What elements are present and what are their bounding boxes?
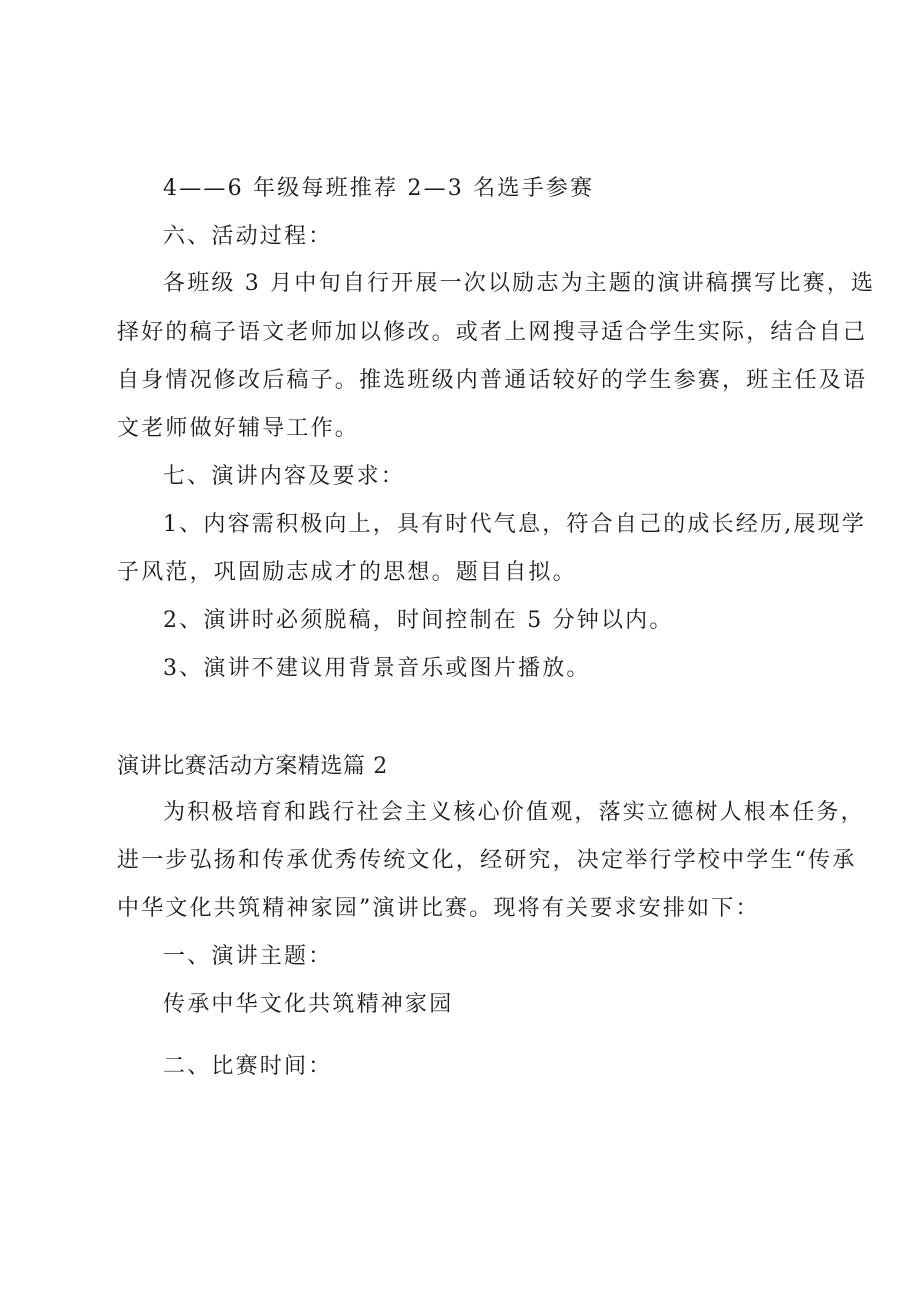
paragraph-line: 中华文化共筑精神家园”演讲比赛。现将有关要求安排如下：: [117, 896, 760, 921]
paragraph-line: 各班级 3 月中旬自行开展一次以励志为主题的演讲稿撰写比赛，选: [163, 271, 876, 296]
list-item-2: 2、演讲时必须脱稿，时间控制在 5 分钟以内。: [163, 608, 674, 633]
paragraph-line: 进一步弘扬和传承优秀传统文化，经研究，决定举行学校中学生“传承: [117, 848, 857, 873]
section-heading-requirements: 七、演讲内容及要求：: [163, 464, 406, 489]
list-item-1-continued: 子风范，巩固励志成才的思想。题目自拟。: [117, 560, 577, 585]
list-item-1: 1、内容需积极向上，具有时代气息，符合自己的成长经历,展现学: [163, 512, 866, 537]
paragraph-line: 为积极培育和践行社会主义核心价值观，落实立德树人根本任务，: [163, 800, 865, 825]
section-heading-theme: 一、演讲主题：: [163, 944, 333, 969]
paragraph-line: 自身情况修改后稿子。推选班级内普通话较好的学生参赛，班主任及语: [117, 368, 868, 393]
paragraph-line: 文老师做好辅导工作。: [117, 416, 360, 441]
section-heading-time: 二、比赛时间：: [163, 1054, 333, 1079]
participant-rule-line: 4——6 年级每班推荐 2—3 名选手参赛: [163, 176, 595, 201]
paragraph-line: 择好的稿子语文老师加以修改。或者上网搜寻适合学生实际，结合自己: [117, 320, 868, 345]
list-item-3: 3、演讲不建议用背景音乐或图片播放。: [163, 656, 591, 681]
article-title: 演讲比赛活动方案精选篇 2: [117, 754, 388, 779]
theme-text: 传承中华文化共筑精神家园: [163, 992, 454, 1017]
section-heading-process: 六、活动过程：: [163, 224, 333, 249]
